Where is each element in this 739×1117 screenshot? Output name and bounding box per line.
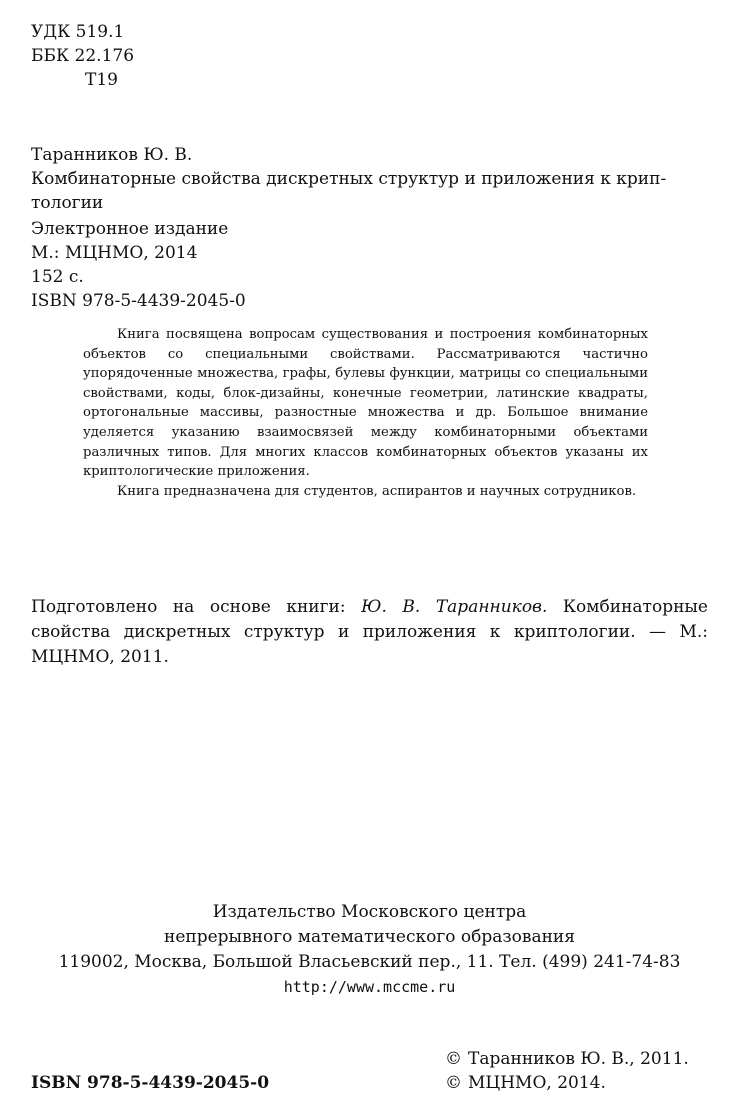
bib-isbn: ISBN 978-5-4439-2045-0 bbox=[31, 291, 246, 311]
source-note-author: Ю. В. Таранников. bbox=[361, 597, 548, 617]
footer-isbn: ISBN 978-5-4439-2045-0 bbox=[31, 1073, 270, 1093]
bib-author: Таранников Ю. В. bbox=[31, 145, 193, 165]
publisher-url[interactable]: http://www.mccme.ru bbox=[283, 978, 456, 996]
bib-title-line1: Комбинаторные свойства дискретных структур и приложения к крип- bbox=[31, 169, 667, 189]
bib-pages: 152 с. bbox=[31, 267, 84, 287]
bib-publisher: М.: МЦНМО, 2014 bbox=[31, 243, 198, 263]
bbk-code: ББК 22.176 bbox=[31, 46, 135, 66]
source-note-prefix: Подготовлено на основе книги: bbox=[31, 597, 362, 617]
copyright-text-1: Таранников Ю. В., 2011. bbox=[468, 1049, 689, 1069]
udk-code: УДК 519.1 bbox=[31, 22, 125, 42]
abstract bbox=[83, 325, 648, 501]
bib-edition: Электронное издание bbox=[31, 219, 229, 239]
publisher-address: 119002, Москва, Большой Власьевский пер., 11. Тел. (499) 241-74-83 bbox=[58, 952, 681, 972]
abstract-paragraph-2: Книга предназначена для студентов, аспирантов и научных сотрудников. bbox=[117, 483, 637, 499]
source-note bbox=[31, 595, 708, 670]
copyright-icon: © bbox=[445, 1049, 462, 1069]
publisher-url-row bbox=[31, 975, 708, 1000]
copyright-line-1 bbox=[445, 1047, 689, 1071]
publisher-name-line1: Издательство Московского центра bbox=[212, 902, 527, 922]
bib-title-line2: тологии bbox=[31, 193, 104, 213]
author-mark: Т19 bbox=[85, 70, 118, 90]
abstract-paragraph-1: Книга посвящена вопросам существования и построения комбинаторных объектов со специальными свойствами. Рассматриваются частично упорядоченные множества, графы, булевы функции, матрицы со специальными свойствами, коды, блок-дизайны, конечные геометрии, латинские квадраты, ортогональные массивы, разностные множества и др. Большое внимание уделяется указанию взаимосвязей между комбинаторными объектами различных типов. Для многих классов комбинаторных объектов указаны их криптологические приложения. bbox=[83, 327, 648, 480]
copyright-text-2: МЦНМО, 2014. bbox=[468, 1073, 606, 1093]
copyright-line-2 bbox=[445, 1071, 606, 1095]
copyright-icon: © bbox=[445, 1073, 462, 1093]
classification-block bbox=[31, 20, 134, 92]
publisher-name-line2: непрерывного математического образования bbox=[164, 927, 575, 947]
source-note-rest: Комбинаторные свойства дискретных структур и приложения к криптологии. — М.: МЦНМО, 2011. bbox=[31, 597, 708, 667]
